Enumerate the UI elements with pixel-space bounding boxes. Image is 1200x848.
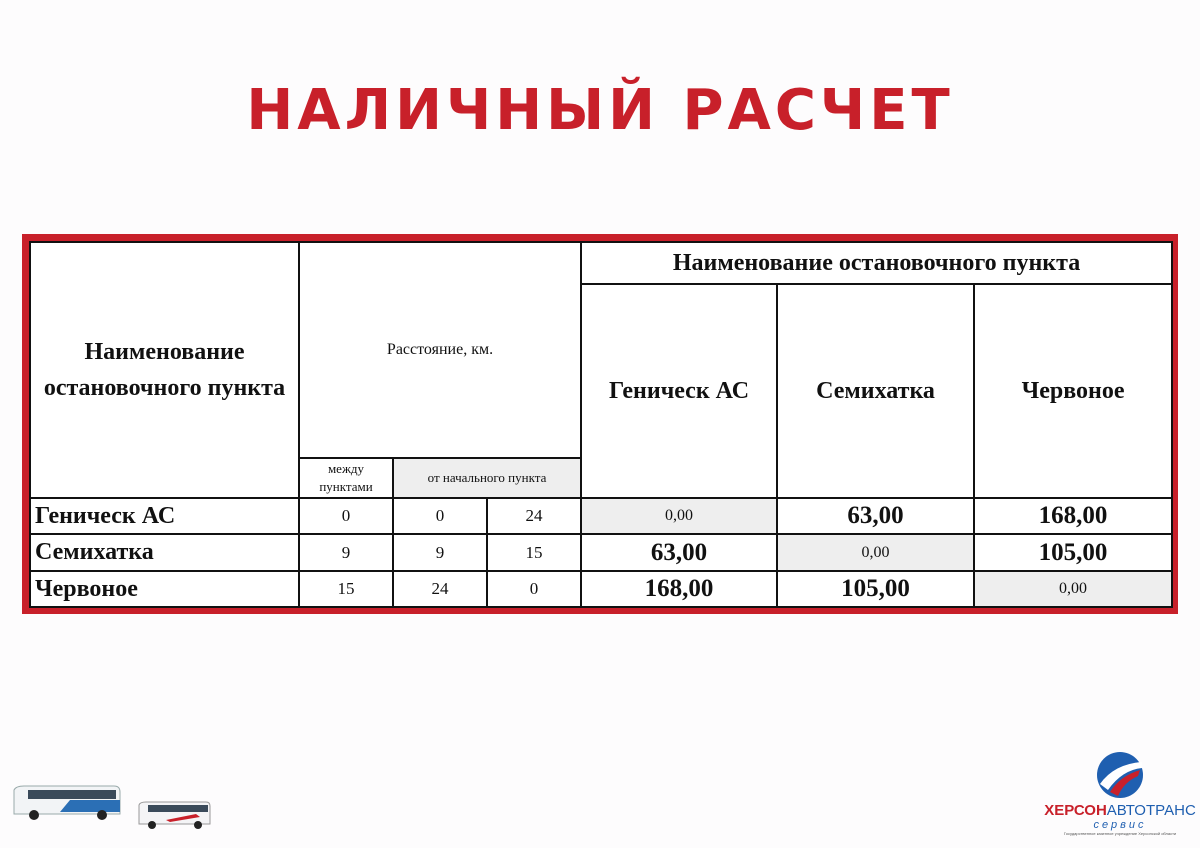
row-name: Геническ АС	[30, 498, 299, 534]
cell-price: 168,00	[974, 498, 1172, 534]
logo-part2: АВТОТРАНС	[1106, 802, 1196, 819]
table-row	[30, 534, 1172, 571]
cell-price: 105,00	[974, 534, 1172, 571]
header-station: Червоное	[974, 284, 1172, 498]
header-station: Семихатка	[777, 284, 974, 498]
cell-price: 0,00	[581, 498, 777, 534]
bus-image	[10, 784, 122, 822]
header-station: Геническ АС	[581, 284, 777, 498]
header-stop-name: Наименование остановочного пункта	[30, 242, 299, 498]
cell-price: 105,00	[777, 571, 974, 607]
road-globe-icon	[1094, 750, 1146, 800]
cell-price: 63,00	[777, 498, 974, 534]
cell-between: 0	[299, 498, 393, 534]
cell-price: 168,00	[581, 571, 777, 607]
header-distance: Расстояние, км.	[299, 242, 581, 458]
page-title: НАЛИЧНЫЙ РАСЧЕТ	[246, 78, 954, 143]
bus-image	[136, 800, 212, 830]
table-row	[30, 498, 1172, 534]
table-row	[30, 571, 1172, 607]
cell-from-start: 0	[487, 571, 581, 607]
header-stations-group: Наименование остановочного пункта	[581, 242, 1172, 284]
company-logo	[1040, 750, 1200, 845]
cell-between: 9	[299, 534, 393, 571]
cell-price: 0,00	[777, 534, 974, 571]
cell-from-start: 24	[393, 571, 487, 607]
row-name: Семихатка	[30, 534, 299, 571]
fare-table-frame	[22, 234, 1178, 614]
logo-part1: ХЕРСОН	[1044, 802, 1107, 819]
header-between: между пунктами	[299, 458, 393, 498]
fare-table	[29, 241, 1173, 608]
logo-sub: сервис	[1093, 819, 1147, 831]
cell-from-start: 24	[487, 498, 581, 534]
cell-from-start: 0	[393, 498, 487, 534]
row-name: Червоное	[30, 571, 299, 607]
cell-between: 15	[299, 571, 393, 607]
logo-caption: Государственное казенное учреждение Херсонской области	[1063, 831, 1177, 836]
cell-from-start: 15	[487, 534, 581, 571]
cell-price: 63,00	[581, 534, 777, 571]
header-from-start: от начального пункта	[393, 458, 581, 498]
cell-from-start: 9	[393, 534, 487, 571]
cell-price: 0,00	[974, 571, 1172, 607]
